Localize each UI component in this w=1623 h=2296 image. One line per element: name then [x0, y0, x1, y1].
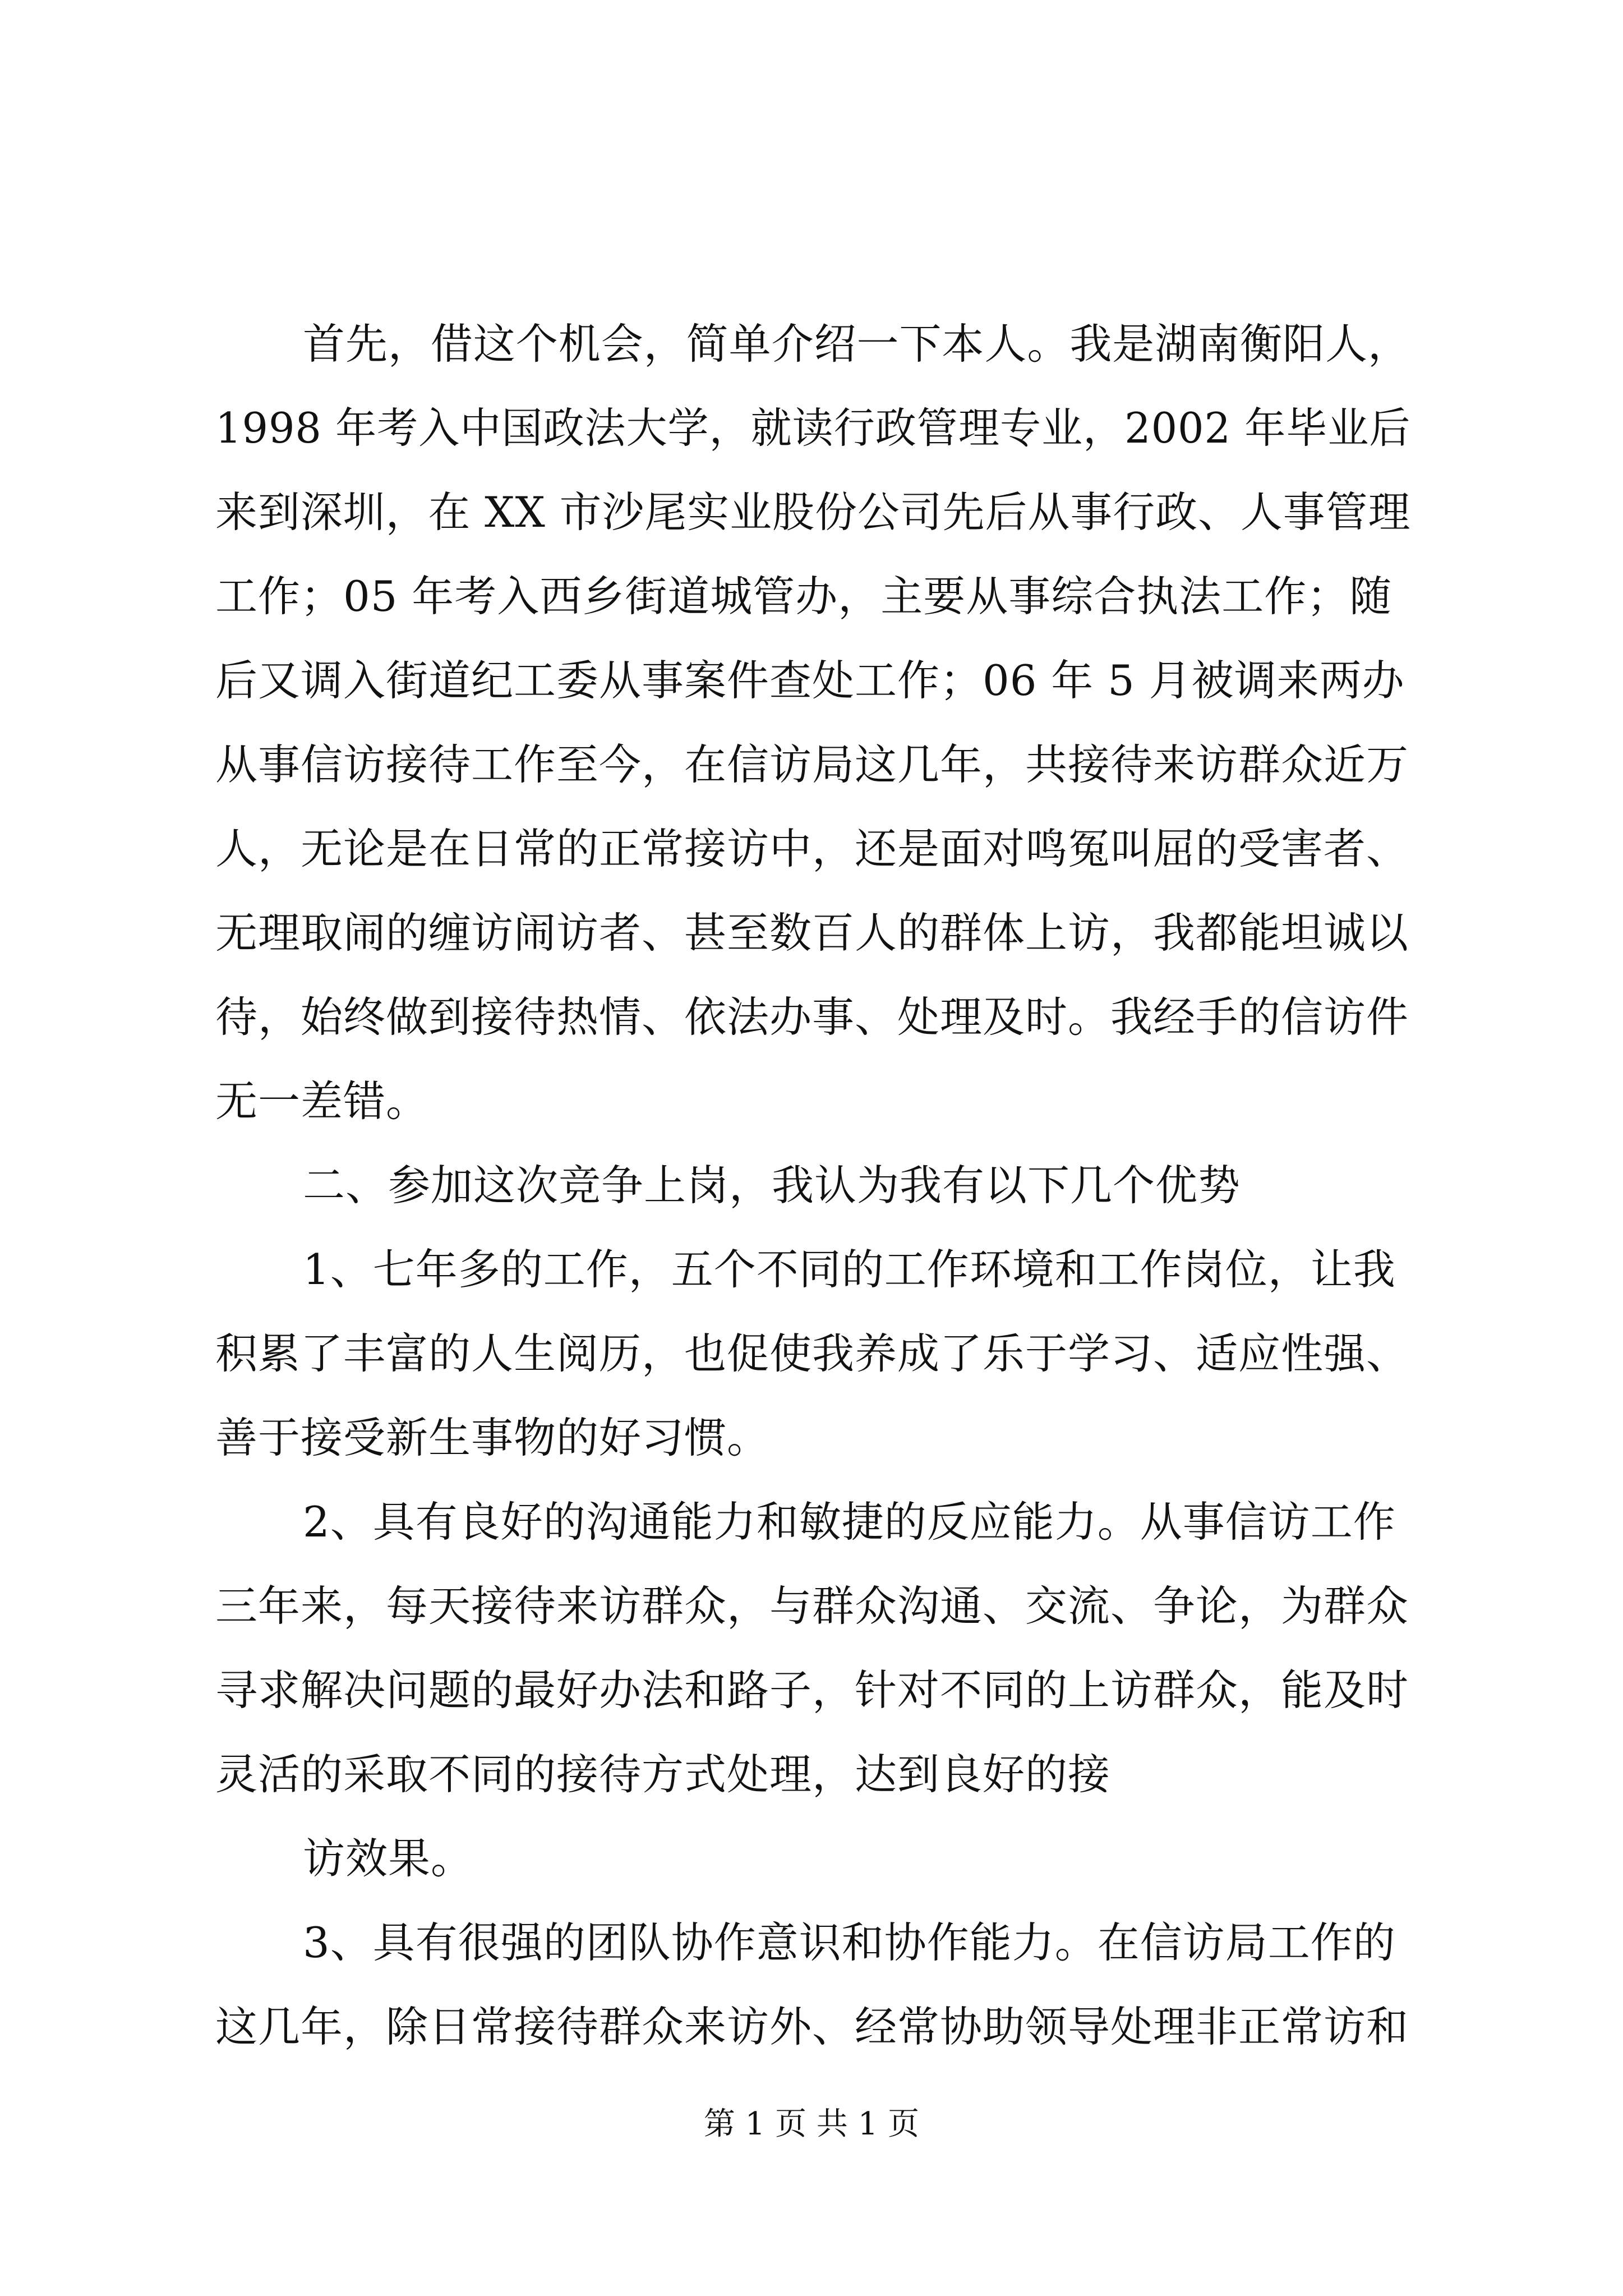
paragraph-intro-line-6: 从事信访接待工作至今，在信访局这几年，共接待来访群众近万	[215, 740, 1409, 789]
paragraph-intro-line-2: 1998 年考入中国政法大学，就读行政管理专业，2002 年毕业后	[215, 403, 1411, 453]
paragraph-intro-line-1: 首先，借这个机会，简单介绍一下本人。我是湖南衡阳人，	[303, 319, 1411, 369]
section-heading-advantages: 二、参加这次竞争上岗，我认为我有以下几个优势	[303, 1161, 1241, 1210]
point-2-line-3: 寻求解决问题的最好办法和路子，针对不同的上访群众，能及时	[215, 1665, 1409, 1715]
paragraph-intro-line-4: 工作；05 年考入西乡街道城管办，主要从事综合执法工作；随	[215, 572, 1393, 621]
point-2-line-1: 2、具有良好的沟通能力和敏捷的反应能力。从事信访工作	[303, 1497, 1396, 1547]
point-2-line-4: 灵活的采取不同的接待方式处理，达到良好的接	[215, 1750, 1111, 1799]
point-3-line-1: 3、具有很强的团队协作意识和协作能力。在信访局工作的	[303, 1918, 1396, 1967]
point-2-line-5: 访效果。	[303, 1834, 474, 1883]
point-1-line-2: 积累了丰富的人生阅历，也促使我养成了乐于学习、适应性强、	[215, 1329, 1409, 1378]
point-3-line-2: 这几年，除日常接待群众来访外、经常协助领导处理非正常访和	[215, 2002, 1409, 2051]
point-1-line-3: 善于接受新生事物的好习惯。	[215, 1413, 770, 1462]
paragraph-intro-line-9: 待，始终做到接待热情、依法办事、处理及时。我经手的信访件	[215, 992, 1409, 1042]
paragraph-intro-line-10: 无一差错。	[215, 1076, 429, 1126]
point-2-line-2: 三年来，每天接待来访群众，与群众沟通、交流、争论，为群众	[215, 1581, 1409, 1631]
paragraph-intro-line-8: 无理取闹的缠访闹访者、甚至数百人的群体上访，我都能坦诚以	[215, 908, 1409, 958]
paragraph-intro-line-7: 人，无论是在日常的正常接访中，还是面对鸣冤叫屈的受害者、	[215, 824, 1409, 873]
page-number-footer: 第 1 页 共 1 页	[703, 2106, 920, 2142]
paragraph-intro-line-5: 后又调入街道纪工委从事案件查处工作；06 年 5 月被调来两办	[215, 656, 1405, 705]
paragraph-intro-line-3: 来到深圳，在 XX 市沙尾实业股份公司先后从事行政、人事管理	[215, 487, 1411, 537]
point-1-line-1: 1、七年多的工作，五个不同的工作环境和工作岗位，让我	[303, 1245, 1396, 1294]
